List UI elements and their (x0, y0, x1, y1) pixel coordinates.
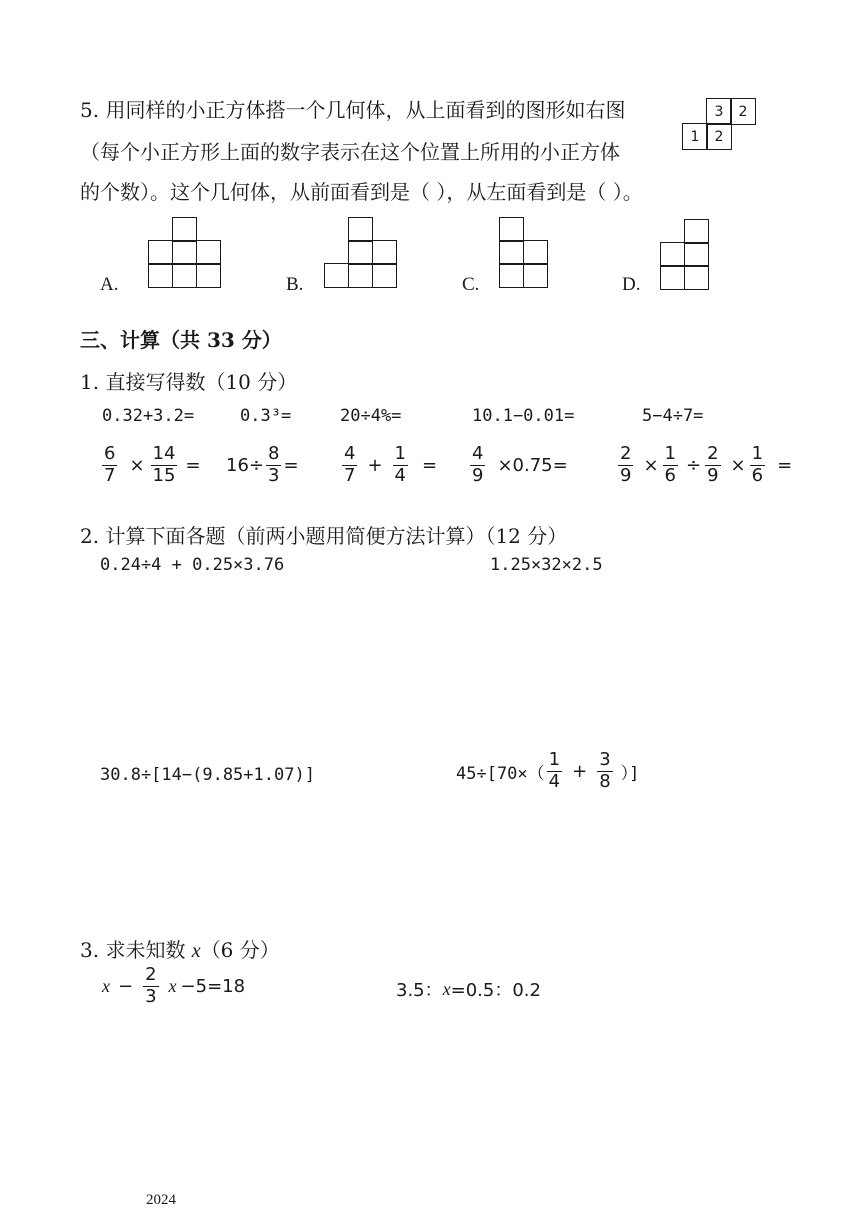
calc-expression: 0.24÷4 + 0.25×3.76 (100, 555, 285, 575)
top-view-cell: 2 (730, 98, 756, 125)
calc-item: 20÷4%= (340, 406, 402, 426)
equation: 3.5： x =0.5：0.2 (396, 978, 541, 1001)
calc-item-frac: $\frac{4}{7}$ + $\frac{1}{4}$ = (344, 443, 438, 486)
calc-item: 0.3³= (240, 406, 292, 426)
part2-title: 2. 计算下面各题（前两小题用简便方法计算）（12 分） (80, 524, 568, 548)
top-view-cell: 2 (706, 123, 732, 150)
calc-item-frac: 16÷ $\frac{8}{3}$ = (226, 443, 299, 486)
option-b-label: B. (286, 274, 304, 295)
option-a-label: A. (100, 274, 119, 295)
calc-expression: 1.25×32×2.5 (490, 555, 603, 575)
top-view-diagram (682, 98, 758, 152)
footer-text: 2024 (146, 1192, 176, 1204)
top-view-cell: 1 (682, 123, 708, 150)
part1-title: 1. 直接写得数（10 分） (80, 370, 298, 394)
section-title: 三、计算（共 33 分） (80, 328, 282, 352)
calc-item-frac: $\frac{6}{7}$ × $\frac{14}{15}$ = (104, 443, 201, 486)
equation: x − $\frac{2}{3}$ x −5=18 (102, 964, 246, 1007)
q5-line3: 的个数）。这个几何体，从前面看到是（ ），从左面看到是（ ）。 (80, 180, 643, 204)
top-view-cell: 3 (706, 98, 732, 125)
option-c-label: C. (462, 274, 480, 295)
q5-line1: 5. 用同样的小正方体搭一个几何体，从上面看到的图形如右图 (80, 98, 626, 122)
calc-item-frac: $\frac{2}{9}$ × $\frac{1}{6}$ ÷ $\frac{2}{9}$ × $\frac{1}{6}$ = (620, 443, 793, 486)
calc-expression: 45÷[70×（ $\frac{1}{4}$ + $\frac{3}{8}$ ）] (456, 749, 640, 792)
part3-title: 3. 求未知数 x（6 分） (80, 938, 280, 962)
option-d-label: D. (622, 274, 641, 295)
calc-item: 0.32+3.2= (102, 406, 195, 426)
q5-line2: （每个小正方形上面的数字表示在这个位置上所用的小正方体 (80, 140, 620, 164)
calc-item: 10.1−0.01= (472, 406, 575, 426)
calc-expression: 30.8÷[14−(9.85+1.07)] (100, 765, 315, 785)
calc-item-frac: $\frac{4}{9}$ ×0.75= (472, 443, 568, 486)
calc-item: 5−4÷7= (642, 406, 704, 426)
